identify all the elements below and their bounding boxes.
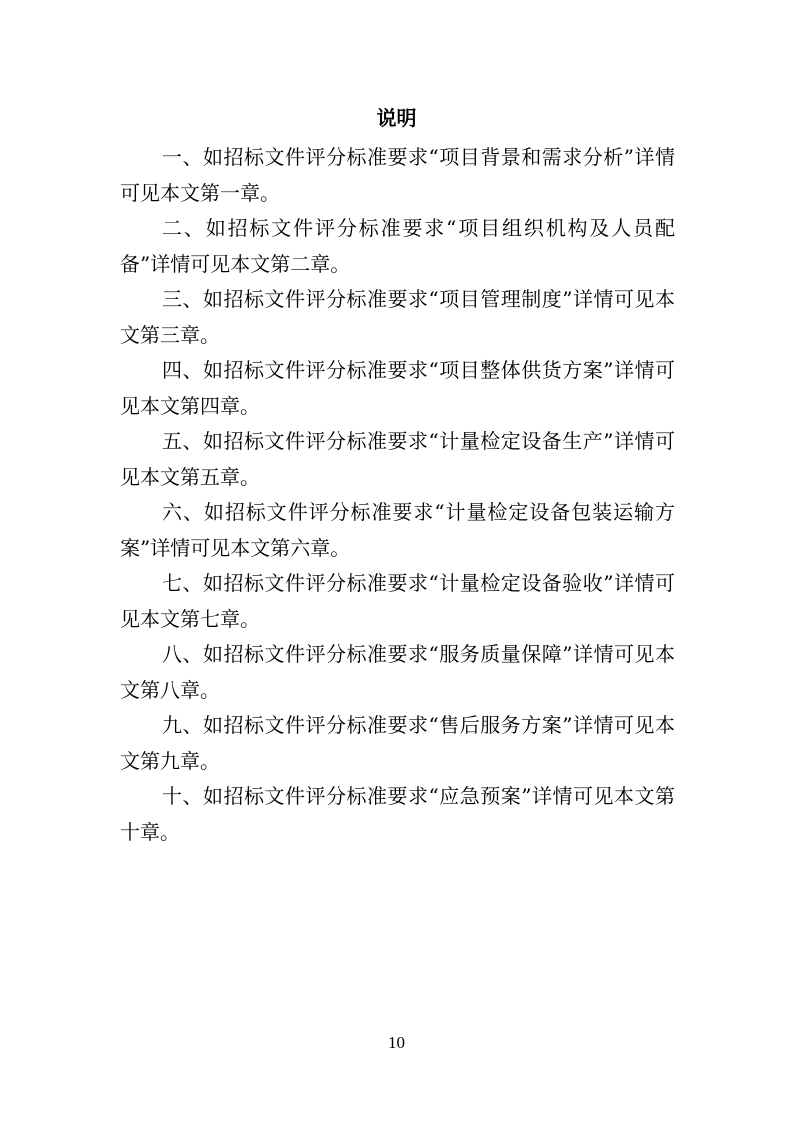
paragraph-item-4: 四、如招标文件评分标准要求“项目整体供货方案”详情可见本文第四章。 bbox=[120, 358, 675, 418]
paragraph-item-5: 五、如招标文件评分标准要求“计量检定设备生产”详情可见本文第五章。 bbox=[120, 429, 675, 489]
paragraph-item-3: 三、如招标文件评分标准要求“项目管理制度”详情可见本文第三章。 bbox=[120, 287, 675, 347]
paragraph-item-7: 七、如招标文件评分标准要求“计量检定设备验收”详情可见本文第七章。 bbox=[120, 571, 675, 631]
paragraph-item-6: 六、如招标文件评分标准要求“计量检定设备包装运输方案”详情可见本文第六章。 bbox=[120, 500, 675, 560]
paragraph-item-8: 八、如招标文件评分标准要求“服务质量保障”详情可见本文第八章。 bbox=[120, 642, 675, 702]
paragraph-item-10: 十、如招标文件评分标准要求“应急预案”详情可见本文第十章。 bbox=[120, 784, 675, 844]
document-body bbox=[120, 140, 675, 850]
page-title: 说明 bbox=[376, 106, 417, 130]
paragraph-item-9: 九、如招标文件评分标准要求“售后服务方案”详情可见本文第九章。 bbox=[120, 713, 675, 773]
paragraph-item-2: 二、如招标文件评分标准要求“项目组织机构及人员配备”详情可见本文第二章。 bbox=[120, 216, 675, 276]
paragraph-item-1: 一、如招标文件评分标准要求“项目背景和需求分析”详情可见本文第一章。 bbox=[120, 145, 675, 205]
page-number: 10 bbox=[388, 1033, 405, 1052]
